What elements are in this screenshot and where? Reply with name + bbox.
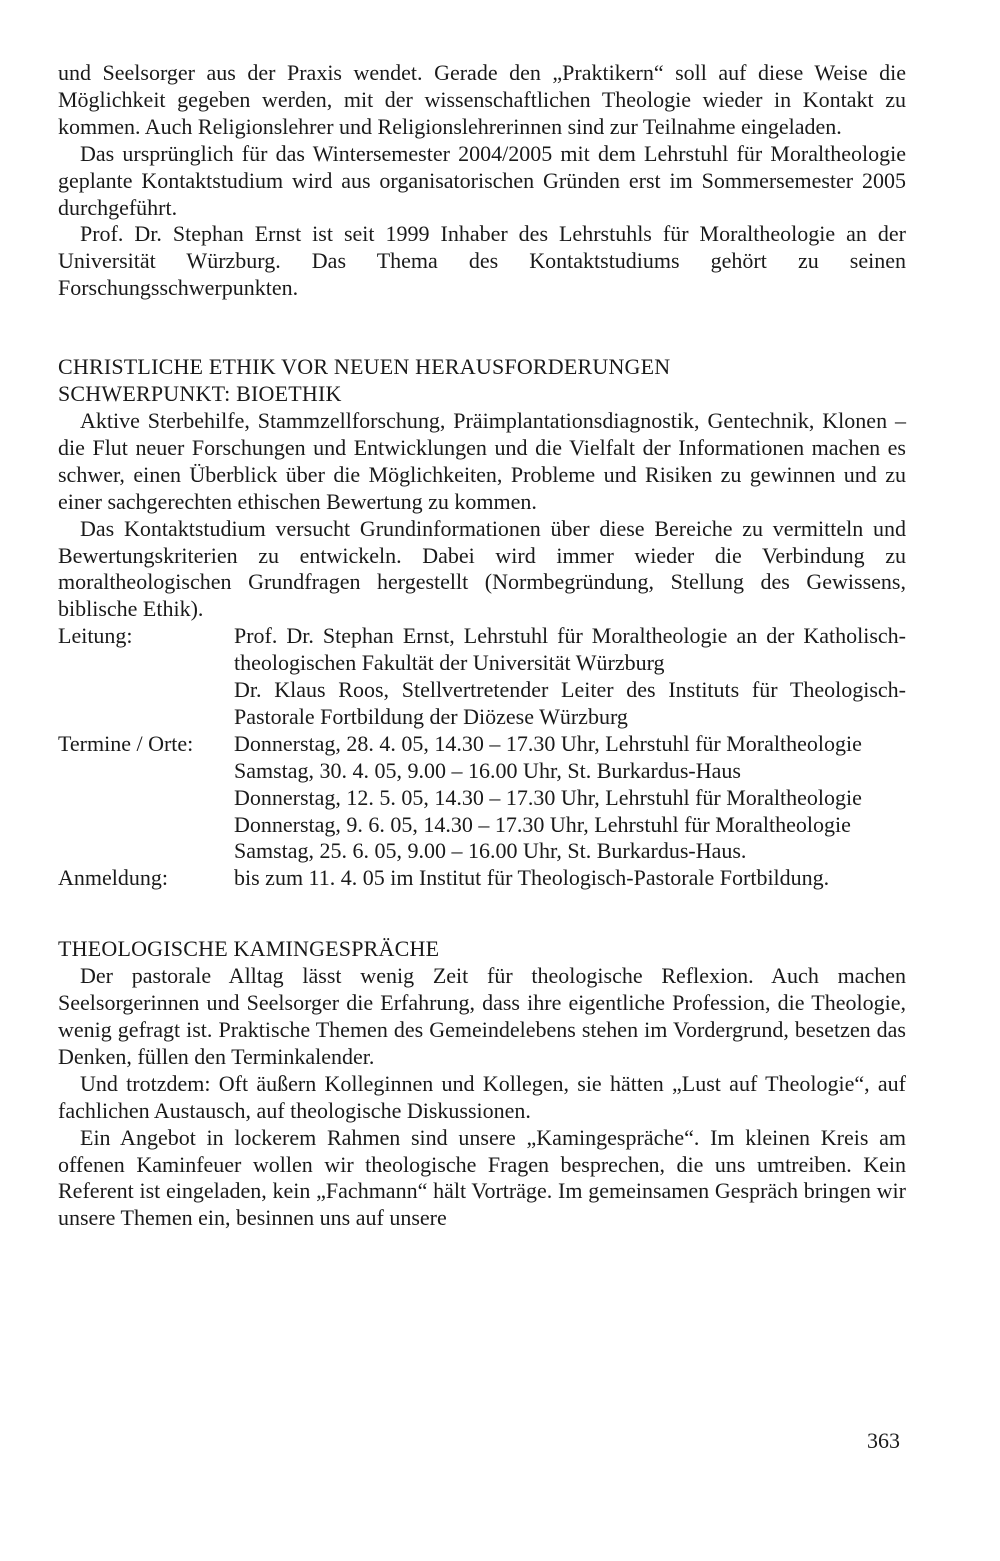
body-paragraph: Aktive Sterbehilfe, Stammzellforschung, Präimplantationsdiagnostik, Gentechnik, Klonen – die Flut neuer Forschungen und Entwicklungen und die Vielfalt der Informationen machen es schwer, einen Überblick über die Möglichkeiten, Probleme und Risiken zu gewinnen und zu einer sachgerechten ethischen Bewertung zu kommen. <box>58 407 906 514</box>
termin-entry: Donnerstag, 9. 6. 05, 14.30 – 17.30 Uhr, Lehrstuhl für Moraltheologie <box>234 811 851 837</box>
leitung-row <box>58 623 906 731</box>
body-paragraph: Ein Angebot in lockerem Rahmen sind unsere „Kamingespräche“. Im kleinen Kreis am offenen Kaminfeuer wollen wir theologische Fragen besprechen, die uns umtreiben. Kein Referent ist eingeladen, kein „Fachmann“ hält Vorträge. Im gemeinsamen Gespräch bringen wir unsere Themen ein, besinnen uns auf unsere <box>58 1124 906 1231</box>
section-heading-ethik: CHRISTLICHE ETHIK VOR NEUEN HERAUSFORDERUNGEN <box>58 354 671 380</box>
termine-values <box>234 731 906 866</box>
body-paragraph: Das Kontaktstudium versucht Grundinformationen über diese Bereiche zu vermitteln und Bewertungskriterien zu entwickeln. Dabei wird immer wieder die Verbindung zu moraltheologischen Grundfragen hergestellt (Normbegründung, Stellung des Gewissens, biblische Ethik). <box>58 515 906 622</box>
intro-paragraph: Das ursprünglich für das Wintersemester 2004/2005 mit dem Lehrstuhl für Moraltheologie geplante Kontaktstudium wird aus organisatorischen Gründen erst im Sommersemester 2005 durchgeführt. <box>58 140 906 220</box>
termine-row <box>58 731 906 866</box>
body-paragraph: Der pastorale Alltag lässt wenig Zeit für theologische Reflexion. Auch machen Seelsorgerinnen und Seelsorger die Erfahrung, dass ihre eigentliche Profession, die Theologie, wenig gefragt ist. Praktische Themen des Gemeindelebens stehen im Vordergrund, besetzen das Denken, füllen den Terminkalender. <box>58 963 906 1069</box>
termin-entry: Samstag, 30. 4. 05, 9.00 – 16.00 Uhr, St. Burkardus-Haus <box>234 757 741 783</box>
section-gap <box>58 892 906 936</box>
anmeldung-value: bis zum 11. 4. 05 im Institut für Theologisch-Pastorale Fortbildung. <box>234 865 830 891</box>
page-content <box>58 60 906 1232</box>
body-paragraph: Und trotzdem: Oft äußern Kolleginnen und Kollegen, sie hätten „Lust auf Theologie“, auf fachlichen Austausch, auf theologische Diskussionen. <box>58 1070 906 1123</box>
termin-entry: Samstag, 25. 6. 05, 9.00 – 16.00 Uhr, St. Burkardus-Haus. <box>234 838 747 864</box>
termin-entry: Donnerstag, 12. 5. 05, 14.30 – 17.30 Uhr, Lehrstuhl für Moraltheologie <box>234 784 862 810</box>
leitung-entry: Prof. Dr. Stephan Ernst, Lehrstuhl für Moraltheologie an der Katholisch-theologischen Fakultät der Universität Würzburg <box>234 623 906 676</box>
section-gap <box>58 302 906 354</box>
termin-entry: Donnerstag, 28. 4. 05, 14.30 – 17.30 Uhr, Lehrstuhl für Moraltheologie <box>234 730 862 756</box>
leitung-entry: Dr. Klaus Roos, Stellvertretender Leiter des Instituts für Theologisch-Pastorale Fortbildung der Diözese Würzburg <box>234 677 906 729</box>
leitung-label: Leitung: <box>58 623 133 649</box>
leitung-values <box>234 623 906 731</box>
anmeldung-label: Anmeldung: <box>58 865 168 891</box>
section-heading-kamingespraeche: THEOLOGISCHE KAMINGESPRÄCHE <box>58 936 440 962</box>
intro-paragraph: Prof. Dr. Stephan Ernst ist seit 1999 Inhaber des Lehrstuhls für Moraltheologie an der Universität Würzburg. Das Thema des Kontaktstudiums gehört zu seinen Forschungsschwerpunkten. <box>58 221 906 301</box>
termine-label: Termine / Orte: <box>58 730 194 756</box>
anmeldung-row <box>58 865 906 892</box>
intro-paragraph: und Seelsorger aus der Praxis wendet. Gerade den „Praktikern“ soll auf diese Weise die Möglichkeit gegeben werden, mit der wissenschaftlichen Theologie wieder in Kontakt zu kommen. Auch Religionslehrer und Religionslehrerinnen sind zur Teilnahme eingeladen. <box>58 60 906 139</box>
page-number: 363 <box>867 1428 900 1453</box>
section-subheading-bioethik: SCHWERPUNKT: BIOETHIK <box>58 381 342 407</box>
